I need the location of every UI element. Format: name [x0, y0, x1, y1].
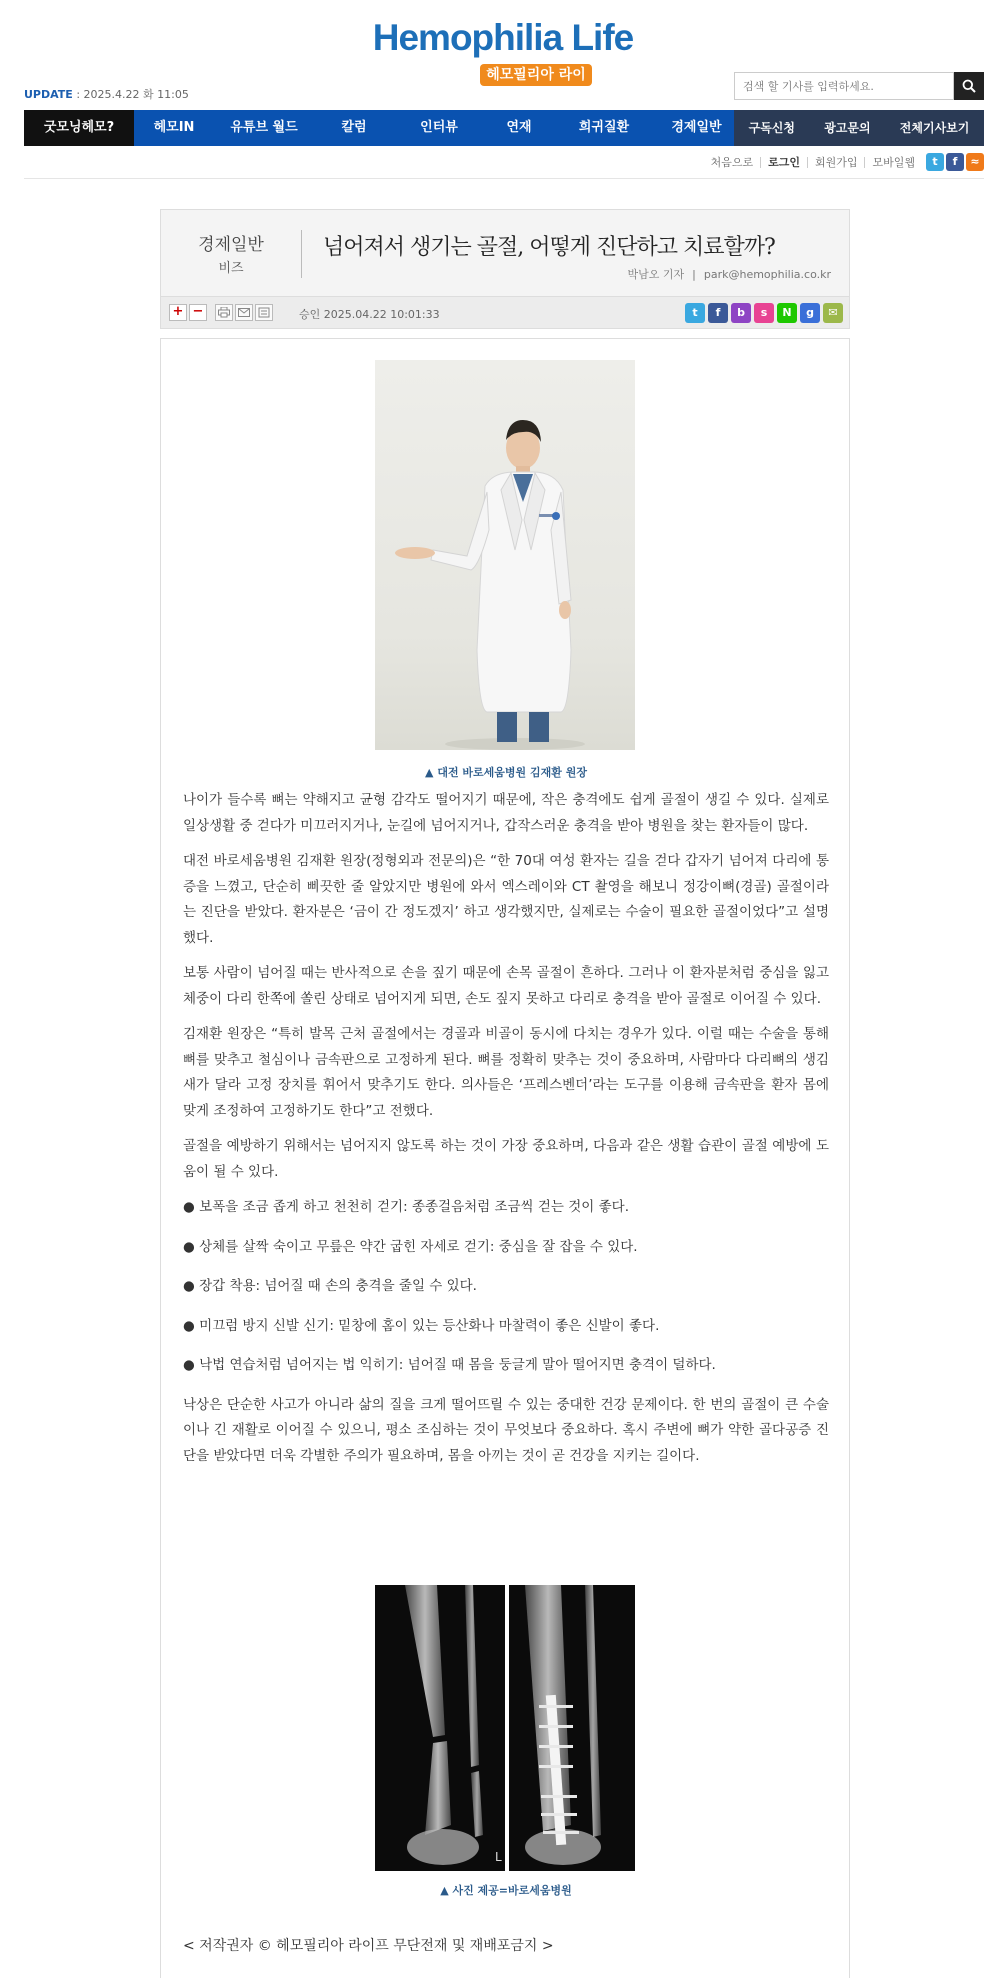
- update-label: UPDATE: [24, 88, 73, 101]
- update-timestamp: [24, 86, 189, 102]
- category-sub[interactable]: 비즈: [218, 261, 244, 276]
- share-story-icon[interactable]: s: [754, 303, 774, 323]
- paragraph-4: 김재환 원장은 “특히 발목 근처 골절에서는 경골과 비골이 동시에 다치는 경우가 있다. 이럴 때는 수술을 통해 뼈를 맞추고 철심이나 금속판으로 고정하게 된다. 뼈를 정확히 맞추는 것이 중요하며, 사람마다 다리뼈의 생김새가 달라 고정 장치를 휘어서 맞추기도 한다. 의사들은 ‘프레스벤더’라는 도구를 이용해 금속판을 환자 몸에 맞게 조정하여 고정하기도 한다”고 전했다.: [183, 1026, 829, 1119]
- share-kakao-icon[interactable]: ✉: [823, 303, 843, 323]
- doctor-photo: [375, 360, 635, 750]
- share-buttons: [685, 303, 843, 323]
- xray-side-marker: L: [495, 1850, 502, 1864]
- util-login-link[interactable]: 로그인: [761, 157, 808, 168]
- author-name: 박남오 기자: [627, 268, 685, 281]
- doctor-illustration: [375, 360, 635, 750]
- approved-date: 승인 2025.04.22 10:01:33: [299, 308, 440, 321]
- logo-word-life: Life: [571, 17, 634, 58]
- util-home-link[interactable]: 처음으로: [704, 157, 762, 168]
- nav-item-rare-disease[interactable]: 희귀질환: [578, 120, 630, 135]
- nav-item-interview[interactable]: 인터뷰: [420, 120, 458, 135]
- bullet-4: ● 미끄럼 방지 신발 신기: 밑창에 홈이 있는 등산화나 마찰력이 좋은 신발이 좋다.: [183, 1317, 660, 1334]
- search-button[interactable]: [954, 72, 984, 100]
- category-divider: [301, 230, 302, 278]
- update-value: : 2025.4.22 화 11:05: [76, 88, 189, 101]
- search-icon: [962, 79, 976, 93]
- main-nav: [24, 110, 984, 146]
- nav-item-hemo-in[interactable]: 헤모IN: [153, 120, 195, 135]
- util-mobile-link[interactable]: 모바일웹: [872, 155, 915, 169]
- nav-item-column[interactable]: 칼럼: [341, 120, 367, 135]
- copyright-notice: < 저작권자 © 헤모필리아 라이프 무단전재 및 재배포금지 >: [183, 1938, 554, 1954]
- share-facebook-icon[interactable]: f: [708, 303, 728, 323]
- font-decrease-button[interactable]: −: [189, 304, 207, 321]
- utility-links: [704, 152, 984, 172]
- xray-illustration: [375, 1585, 635, 1871]
- print-icon: [218, 307, 230, 318]
- scrap-button[interactable]: [255, 304, 273, 321]
- font-increase-button[interactable]: +: [169, 304, 187, 321]
- photo-caption-2: ▲ 사진 제공=바로세움병원: [440, 1884, 572, 1897]
- site-logo[interactable]: [370, 17, 636, 105]
- nav-item-economy[interactable]: 경제일반: [671, 120, 722, 135]
- nav-item-goodmorning[interactable]: 굿모닝헤모?: [24, 110, 134, 146]
- nav-item-all-articles[interactable]: 전체기사보기: [899, 121, 970, 135]
- category-main[interactable]: 경제일반: [198, 235, 264, 255]
- article-byline: 박남오 기자 | park@hemophilia.co.kr: [627, 268, 831, 281]
- share-naver-icon[interactable]: N: [777, 303, 797, 323]
- util-signup-link[interactable]: 회원가입: [808, 157, 866, 168]
- logo-subtitle: 헤모필리아 라이프: [480, 64, 592, 86]
- share-google-icon[interactable]: g: [800, 303, 820, 323]
- paragraph-5: 골절을 예방하기 위해서는 넘어지지 않도록 하는 것이 가장 중요하며, 다음과 같은 생활 습관이 골절 예방에 도움이 될 수 있다.: [183, 1138, 829, 1180]
- photo-caption-1: ▲ 대전 바로세움병원 김재환 원장: [425, 766, 587, 779]
- search-input[interactable]: [734, 72, 954, 100]
- nav-item-subscribe[interactable]: 구독신청: [748, 121, 795, 135]
- share-band-icon[interactable]: b: [731, 303, 751, 323]
- logo-wordmark: [370, 18, 636, 58]
- bullet-3: ● 장갑 착용: 넘어질 때 손의 충격을 줄일 수 있다.: [183, 1278, 477, 1294]
- logo-word-hemophilia: Hemophilia: [372, 17, 563, 58]
- rss-icon[interactable]: ≈: [966, 153, 984, 171]
- paragraph-closing: 낙상은 단순한 사고가 아니라 삶의 질을 크게 떨어뜨릴 수 있는 중대한 건강 문제이다. 한 번의 골절이 큰 수술이나 긴 재활로 이어질 수 있으니, 평소 조심하는 것이 무엇보다 중요하다. 혹시 주변에 뼈가 약한 골다공증 진단을 받았다면 더욱 각별한 주의가 필요하며, 몸을 아끼는 것이 곧 건강을 지키는 길이다.: [183, 1396, 829, 1464]
- bullet-2: ● 상체를 살짝 숙이고 무릎은 약간 굽힌 자세로 걷기: 중심을 잘 잡을 수 있다.: [183, 1238, 638, 1255]
- facebook-icon[interactable]: f: [946, 153, 964, 171]
- header-sns: [926, 153, 984, 171]
- search-box: [734, 72, 984, 100]
- paragraph-1: 나이가 들수록 뼈는 약해지고 균형 감각도 떨어지기 때문에, 작은 충격에도 쉽게 골절이 생길 수 있다. 실제로 일상생활 중 걷다가 미끄러지거나, 눈길에 넘어지거나, 갑작스러운 충격을 받아 병원을 찾는 환자들이 많다.: [183, 792, 829, 834]
- nav-item-series[interactable]: 연재: [506, 120, 532, 135]
- header-divider: [24, 178, 984, 179]
- bullet-5: ● 낙법 연습처럼 넘어지는 법 익히기: 넘어질 때 몸을 둥글게 말아 떨어지면 충격이 덜하다.: [183, 1357, 716, 1373]
- article-category: [161, 230, 301, 276]
- print-button[interactable]: [215, 304, 233, 321]
- share-twitter-icon[interactable]: t: [685, 303, 705, 323]
- xray-photo: [375, 1585, 635, 1871]
- article-header: [160, 209, 850, 297]
- email-button[interactable]: [235, 304, 253, 321]
- scrap-icon: [258, 307, 270, 318]
- mail-icon: [238, 307, 250, 318]
- nav-items: [134, 110, 739, 146]
- article-text: [183, 788, 829, 1479]
- article-title: 넘어져서 생기는 골절, 어떻게 진단하고 치료할까?: [323, 235, 775, 260]
- nav-item-ad-inquiry[interactable]: 광고문의: [824, 121, 871, 135]
- article-toolbar: [160, 297, 850, 329]
- nav-right: [734, 110, 984, 146]
- bullet-1: ● 보폭을 조금 좁게 하고 천천히 걷기: 종종걸음처럼 조금씩 걷는 것이 좋다.: [183, 1199, 630, 1215]
- paragraph-2: 대전 바로세움병원 김재환 원장(정형외과 전문의)은 “한 70대 여성 환자는 길을 걷다 갑자기 넘어져 다리에 통증을 느꼈고, 단순히 삐끗한 줄 알았지만 병원에 와서 엑스레이와 CT 촬영을 해보니 정강이뼈(경골) 골절이라는 진단을 받았다. 환자분은 ‘금이 간 정도겠지’ 하고 생각했지만, 실제로는 수술이 필요한 골절이었다”고 설명했다.: [183, 853, 829, 946]
- paragraph-3: 보통 사람이 넘어질 때는 반사적으로 손을 짚기 때문에 손목 골절이 흔하다. 그러나 이 환자분처럼 중심을 잃고 체중이 다리 한쪽에 쏠린 상태로 넘어지게 되면, 손도 짚지 못하고 다리로 충격을 받아 골절로 이어질 수 있다.: [183, 965, 829, 1007]
- article-body: [160, 338, 850, 1978]
- twitter-icon[interactable]: t: [926, 153, 944, 171]
- nav-item-youtube-world[interactable]: 유튜브 월드: [230, 120, 298, 135]
- author-email[interactable]: park@hemophilia.co.kr: [703, 268, 831, 281]
